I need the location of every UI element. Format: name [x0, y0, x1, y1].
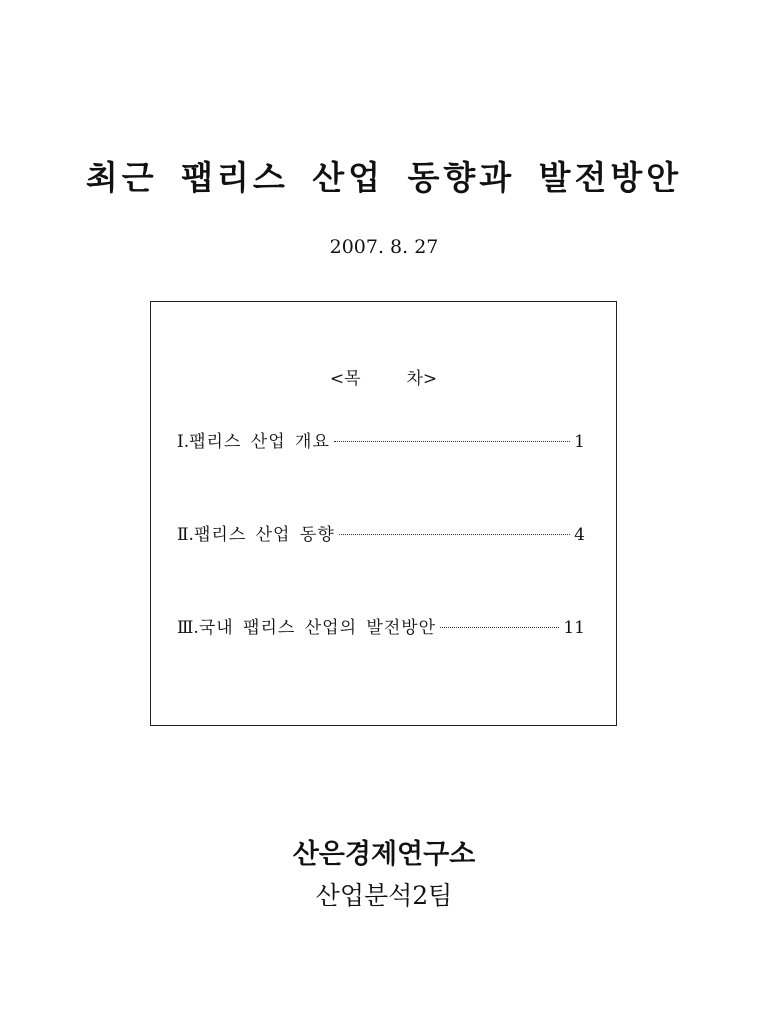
toc-heading-open: <목: [329, 369, 361, 389]
toc-item: [177, 613, 585, 638]
toc-item-label: 팹리스 산업 개요: [189, 432, 330, 452]
toc-item-numeral: Ⅲ.: [177, 618, 199, 638]
toc-item-page: 1: [574, 432, 585, 452]
toc-dot-leader: [334, 441, 570, 442]
toc-item: [177, 520, 585, 545]
team-name: 산업분석2팀: [315, 881, 453, 910]
toc-dot-leader: [339, 534, 570, 535]
toc-heading: [151, 364, 616, 389]
toc-item-page: 11: [563, 618, 585, 638]
toc-item-label: 국내 팹리스 산업의 발전방안: [198, 618, 437, 638]
document-title: 최근 팹리스 산업 동향과 발전방안: [85, 158, 683, 197]
organization-name: 산은경제연구소: [292, 839, 476, 870]
toc-item: [177, 427, 585, 452]
toc-item-numeral: Ⅱ.: [177, 525, 194, 545]
toc-dot-leader: [440, 627, 559, 628]
toc-heading-close: 차>: [406, 369, 438, 389]
toc-item-label: 팹리스 산업 동향: [193, 525, 335, 545]
toc-item-numeral: Ⅰ.: [177, 432, 190, 452]
toc-item-page: 4: [574, 525, 585, 545]
table-of-contents: [150, 301, 617, 726]
document-date: 2007. 8. 27: [329, 236, 439, 258]
